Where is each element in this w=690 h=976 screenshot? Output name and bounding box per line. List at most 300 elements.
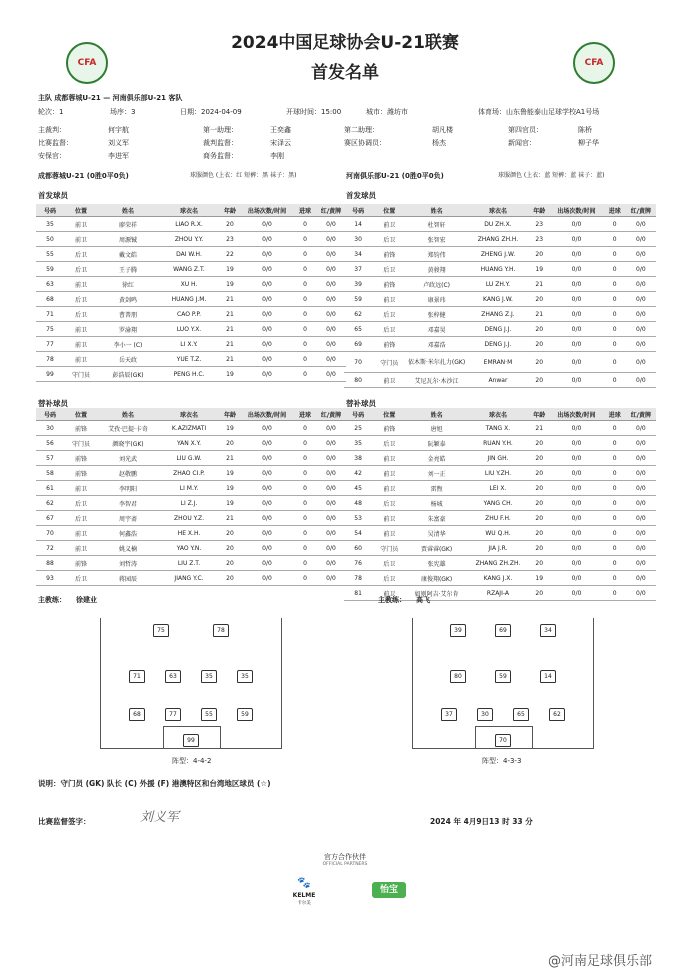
player-cell: ZHOU Y.Y. (158, 232, 220, 247)
official-role-label: 主裁判： (38, 126, 66, 134)
player-row (344, 556, 656, 571)
player-cell: 0/0 (316, 436, 346, 451)
player-cell: 57 (36, 451, 64, 466)
player-cell: 0/0 (240, 466, 294, 481)
player-cell: DAI W.H. (158, 247, 220, 262)
player-cell: 0/0 (549, 481, 603, 496)
player-cell: 48 (344, 496, 372, 511)
player-cell: 前卫 (372, 466, 406, 481)
player-cell: 0 (294, 571, 316, 586)
player-cell: 郑钧伟 (406, 247, 466, 262)
player-row (36, 526, 346, 541)
player-cell: 0/0 (549, 262, 603, 277)
player-cell: 50 (36, 232, 64, 247)
official-role-label: 赛区协调员： (344, 139, 386, 147)
player-cell: 0 (294, 526, 316, 541)
player-row (344, 451, 656, 466)
player-cell: 0/0 (316, 511, 346, 526)
player-row (36, 571, 346, 586)
player-cell: 后卫 (64, 307, 98, 322)
player-cell: 19 (529, 571, 549, 586)
official-name: 李进军 (108, 152, 129, 160)
player-cell: 65 (344, 322, 372, 337)
player-cell: HUANG J.M. (158, 292, 220, 307)
home-formation-pitch (100, 618, 282, 749)
player-cell: 后卫 (372, 322, 406, 337)
player-cell: 20 (529, 373, 549, 388)
away-kit: 球服颜色 (上衣：蓝 短裤：蓝 袜子：蓝) (498, 172, 605, 179)
player-row (36, 322, 346, 337)
player-cell: CAO P.P. (158, 307, 220, 322)
player-cell: 20 (529, 586, 549, 601)
player-cell: DENG J.J. (467, 322, 529, 337)
player-cell: 0 (294, 481, 316, 496)
away-team-name: 河南俱乐部U-21 (0胜0平0负) (346, 172, 444, 180)
player-cell: 吴清华 (406, 526, 466, 541)
player-cell: 35 (344, 436, 372, 451)
city: 城市：潍坊市 (366, 108, 408, 116)
player-cell: 0 (294, 352, 316, 367)
player-cell: 0/0 (240, 337, 294, 352)
player-cell: 刘哲涛 (98, 556, 158, 571)
player-cell: 0/0 (549, 436, 603, 451)
player-cell: 20 (529, 481, 549, 496)
away-formation: 阵型：4-3-3 (482, 757, 522, 765)
player-cell: 0 (604, 307, 626, 322)
player-cell: 何鑫浩 (98, 526, 158, 541)
player-cell: 颜晓宇(GK) (98, 436, 158, 451)
player-cell: 80 (344, 373, 372, 388)
player-cell: 李小一 (C) (98, 337, 158, 352)
player-cell: 前卫 (64, 352, 98, 367)
player-cell: 75 (36, 322, 64, 337)
official-name: 何宇航 (108, 126, 129, 134)
player-cell: 0 (604, 511, 626, 526)
official-name: 刘义军 (108, 139, 129, 147)
player-cell: RUAN Y.H. (467, 436, 529, 451)
player-cell: 后卫 (372, 307, 406, 322)
player-cell: 0/0 (240, 541, 294, 556)
player-cell: 0 (604, 337, 626, 352)
player-cell: 后卫 (372, 436, 406, 451)
player-cell: 0/0 (626, 481, 656, 496)
away-formation-pitch (412, 618, 594, 749)
column-header: 号码 (36, 408, 64, 421)
column-header: 号码 (344, 204, 372, 217)
player-cell: 0/0 (626, 586, 656, 601)
player-cell: 0/0 (549, 451, 603, 466)
player-cell: 0/0 (626, 541, 656, 556)
player-cell: RZAJI-A (467, 586, 529, 601)
player-cell: 0/0 (316, 571, 346, 586)
player-row (344, 421, 656, 436)
official-name: 李刚 (270, 152, 284, 160)
player-shirt-icon: 35 (237, 670, 253, 683)
player-cell: 康俊翔(GK) (406, 571, 466, 586)
player-cell: 23 (529, 217, 549, 232)
player-row (344, 541, 656, 556)
player-cell: 0 (604, 481, 626, 496)
column-header: 号码 (344, 408, 372, 421)
player-cell: 前锋 (372, 277, 406, 292)
player-row (36, 337, 346, 352)
player-shirt-icon: 71 (129, 670, 145, 683)
player-cell: 0 (294, 556, 316, 571)
player-cell: 0/0 (316, 292, 346, 307)
player-cell: EMRAN·M (467, 352, 529, 373)
player-cell: 0/0 (549, 307, 603, 322)
player-row (344, 307, 656, 322)
official-role-label: 第二助理： (344, 126, 379, 134)
player-cell: 邓嘉浩 (406, 337, 466, 352)
official-name: 柳子华 (578, 139, 599, 147)
player-cell: 0 (294, 367, 316, 382)
player-cell: 0/0 (626, 451, 656, 466)
player-cell: 20 (220, 556, 240, 571)
player-cell: 23 (529, 232, 549, 247)
player-cell: 53 (344, 511, 372, 526)
player-cell: WU Q.H. (467, 526, 529, 541)
player-cell: 0 (604, 352, 626, 373)
player-cell: 前卫 (64, 481, 98, 496)
player-row (344, 511, 656, 526)
player-cell: YAO Y.N. (158, 541, 220, 556)
home-coach: 徐建业 (76, 596, 97, 604)
player-cell: JIN GH. (467, 451, 529, 466)
column-header: 进球 (604, 204, 626, 217)
player-cell: 20 (220, 436, 240, 451)
column-header: 红/黄牌 (626, 204, 656, 217)
player-cell: 0/0 (316, 232, 346, 247)
player-cell: 0/0 (549, 217, 603, 232)
player-cell: 19 (220, 277, 240, 292)
player-cell: 0 (604, 496, 626, 511)
player-cell: 21 (220, 292, 240, 307)
player-cell: 19 (220, 367, 240, 382)
column-header: 球衣名 (467, 204, 529, 217)
player-cell: 0/0 (316, 526, 346, 541)
player-row (344, 526, 656, 541)
player-cell: 37 (344, 262, 372, 277)
player-cell: 0/0 (626, 307, 656, 322)
player-cell: 0 (604, 436, 626, 451)
player-row (36, 232, 346, 247)
weibo-watermark: @河南足球俱乐部 (548, 954, 653, 969)
column-header: 球衣名 (158, 408, 220, 421)
player-row (36, 247, 346, 262)
official-name: 陈桥 (578, 126, 592, 134)
column-header: 出场次数/时间 (240, 408, 294, 421)
player-cell: 蒋园辰 (98, 571, 158, 586)
kelme-logo-sub: 卡尔美 (297, 901, 311, 906)
column-header: 位置 (64, 408, 98, 421)
player-cell: 彭浩辰(GK) (98, 367, 158, 382)
player-cell: 0 (294, 466, 316, 481)
player-shirt-icon: 37 (441, 708, 457, 721)
player-cell: 55 (36, 247, 64, 262)
teams-line: 主队 成都蓉城U-21 — 河南俱乐部U-21 客队 (38, 94, 183, 102)
player-cell: 王子腾 (98, 262, 158, 277)
page-title: 2024中国足球协会U-21联赛 (231, 33, 459, 53)
player-cell: 0/0 (240, 307, 294, 322)
player-cell: 后卫 (64, 262, 98, 277)
column-header: 位置 (372, 408, 406, 421)
player-cell: 14 (344, 217, 372, 232)
player-cell: 21 (529, 421, 549, 436)
away-coach: 高飞 (416, 596, 430, 604)
player-cell: 0 (604, 277, 626, 292)
player-row (36, 556, 346, 571)
player-cell: 99 (36, 367, 64, 382)
player-cell: 0/0 (626, 337, 656, 352)
player-cell: LI X.Y. (158, 337, 220, 352)
player-cell: 0/0 (549, 496, 603, 511)
home-coach-label: 主教练： (38, 596, 66, 604)
player-cell: 63 (36, 277, 64, 292)
player-cell: 守门员 (372, 541, 406, 556)
player-cell: LIAO R.X. (158, 217, 220, 232)
player-cell: 19 (220, 496, 240, 511)
player-cell: 张智宏 (406, 232, 466, 247)
player-cell: LIU Y.ZH. (467, 466, 529, 481)
player-shirt-icon: 70 (495, 734, 511, 747)
official-role-label: 裁判监督： (203, 139, 238, 147)
player-cell: 0 (604, 586, 626, 601)
kelme-logo-text: KELME (292, 892, 316, 899)
player-cell: 0 (294, 541, 316, 556)
player-cell: 42 (344, 466, 372, 481)
player-cell: 刘光武 (98, 451, 158, 466)
player-cell: 0/0 (626, 466, 656, 481)
home-formation: 阵型：4-4-2 (172, 757, 212, 765)
player-cell: Anwar (467, 373, 529, 388)
player-row (36, 277, 346, 292)
player-row (344, 337, 656, 352)
column-header: 球衣名 (467, 408, 529, 421)
player-cell: 88 (36, 556, 64, 571)
player-cell: 61 (36, 481, 64, 496)
player-row (344, 466, 656, 481)
official-name: 宋泽云 (270, 139, 291, 147)
player-cell: 0/0 (316, 217, 346, 232)
player-cell: 70 (36, 526, 64, 541)
player-cell: 56 (36, 436, 64, 451)
player-row (344, 322, 656, 337)
player-row (36, 292, 346, 307)
player-cell: LIU Z.T. (158, 556, 220, 571)
player-shirt-icon: 34 (540, 624, 556, 637)
partner-label: 官方合作伙伴 (324, 853, 366, 861)
player-cell: ZHOU Y.Z. (158, 511, 220, 526)
player-cell: 后卫 (372, 556, 406, 571)
player-cell: 刘一正 (406, 466, 466, 481)
player-cell: 0/0 (240, 421, 294, 436)
player-cell: 邓嘉昊 (406, 322, 466, 337)
player-cell: 卢政远(C) (406, 277, 466, 292)
player-cell: 前卫 (64, 337, 98, 352)
legend-note: 说明：守门员 (GK) 队长 (C) 外援 (F) 港澳特区和台湾地区球员 (☆) (38, 779, 271, 788)
away-subs-table (344, 408, 656, 601)
player-cell: 68 (36, 292, 64, 307)
yibao-logo: 怡宝 (372, 882, 406, 898)
player-shirt-icon: 30 (477, 708, 493, 721)
player-cell: 0 (604, 421, 626, 436)
supervisor-label: 比赛监督签字： (38, 817, 91, 826)
player-cell: 0/0 (626, 292, 656, 307)
player-cell: KANG J.W. (467, 292, 529, 307)
player-cell: 0/0 (626, 373, 656, 388)
player-cell: 曹普朋 (98, 307, 158, 322)
player-cell: 前卫 (64, 217, 98, 232)
player-cell: 78 (344, 571, 372, 586)
player-cell: 19 (220, 481, 240, 496)
player-cell: 0/0 (549, 337, 603, 352)
column-header: 进球 (294, 204, 316, 217)
player-cell: 0/0 (316, 322, 346, 337)
player-cell: 0 (294, 451, 316, 466)
player-shirt-icon: 99 (183, 734, 199, 747)
player-row (36, 436, 346, 451)
player-cell: 后卫 (64, 571, 98, 586)
player-cell: 0/0 (549, 277, 603, 292)
player-cell: 0/0 (626, 511, 656, 526)
player-cell: 21 (220, 322, 240, 337)
player-cell: 0 (604, 247, 626, 262)
player-cell: HE X.H. (158, 526, 220, 541)
player-cell: 0 (604, 466, 626, 481)
official-role-label: 商务监督： (203, 152, 238, 160)
column-header: 出场次数/时间 (549, 408, 603, 421)
player-cell: 25 (344, 421, 372, 436)
player-cell: 0/0 (240, 322, 294, 337)
player-cell: ZHU F.H. (467, 511, 529, 526)
player-row (344, 373, 656, 388)
column-header: 球衣名 (158, 204, 220, 217)
player-cell: 62 (344, 307, 372, 322)
player-cell: 前卫 (64, 322, 98, 337)
player-cell: K.AZIZMATI (158, 421, 220, 436)
player-cell: 0/0 (240, 352, 294, 367)
player-cell: 前卫 (64, 277, 98, 292)
player-cell: 后卫 (64, 511, 98, 526)
player-cell: 21 (220, 511, 240, 526)
player-cell: 30 (36, 421, 64, 436)
player-row (36, 466, 346, 481)
player-row (344, 262, 656, 277)
player-shirt-icon: 78 (213, 624, 229, 637)
player-row (36, 217, 346, 232)
player-cell: 0/0 (316, 466, 346, 481)
player-cell: 0 (604, 217, 626, 232)
player-cell: 0/0 (240, 292, 294, 307)
player-cell: 前锋 (64, 556, 98, 571)
player-cell: 后卫 (372, 496, 406, 511)
player-row (36, 511, 346, 526)
player-cell: 守门员 (64, 436, 98, 451)
player-cell: 20 (529, 247, 549, 262)
column-header: 红/黄牌 (316, 408, 346, 421)
player-cell: 20 (220, 541, 240, 556)
column-header: 年龄 (220, 408, 240, 421)
column-header: 出场次数/时间 (240, 204, 294, 217)
player-cell: 0 (294, 307, 316, 322)
player-cell: YAN X.Y. (158, 436, 220, 451)
player-cell: JIANG Y.C. (158, 571, 220, 586)
player-cell: 71 (36, 307, 64, 322)
player-cell: 0/0 (626, 436, 656, 451)
player-cell: 0/0 (316, 496, 346, 511)
player-cell: 58 (36, 466, 64, 481)
official-role-label: 第四官员： (508, 126, 543, 134)
player-cell: 0 (294, 496, 316, 511)
player-cell: 0/0 (549, 556, 603, 571)
player-cell: 后卫 (372, 262, 406, 277)
round: 轮次：1 (38, 108, 64, 116)
player-cell: 周宇斋 (98, 511, 158, 526)
player-cell: YANG CH. (467, 496, 529, 511)
official-name: 杨杰 (432, 139, 446, 147)
player-cell: 0/0 (626, 421, 656, 436)
player-cell: 39 (344, 277, 372, 292)
player-cell: 前卫 (64, 232, 98, 247)
player-cell: 20 (529, 541, 549, 556)
player-cell: 20 (529, 466, 549, 481)
match-no: 场序：3 (110, 108, 136, 116)
player-cell: 前卫 (64, 541, 98, 556)
player-cell: 0/0 (549, 541, 603, 556)
player-cell: 0/0 (240, 511, 294, 526)
player-cell: 20 (529, 292, 549, 307)
page-subtitle: 首发名单 (311, 63, 379, 83)
player-cell: 0 (604, 571, 626, 586)
player-cell: 0/0 (240, 232, 294, 247)
player-cell: 后卫 (372, 232, 406, 247)
player-row (36, 421, 346, 436)
player-cell: LU ZH.Y. (467, 277, 529, 292)
player-cell: 22 (220, 247, 240, 262)
player-cell: XU H. (158, 277, 220, 292)
player-shirt-icon: 65 (513, 708, 529, 721)
player-cell: 0/0 (316, 451, 346, 466)
player-cell: 19 (529, 262, 549, 277)
player-cell: 前锋 (64, 466, 98, 481)
player-cell: 0 (294, 247, 316, 262)
player-cell: 0/0 (316, 262, 346, 277)
player-cell: 20 (220, 526, 240, 541)
player-cell: 76 (344, 556, 372, 571)
player-cell: 前锋 (372, 247, 406, 262)
player-cell: 后卫 (64, 496, 98, 511)
player-cell: 0 (294, 421, 316, 436)
column-header: 姓名 (406, 408, 466, 421)
player-cell: 0/0 (316, 307, 346, 322)
player-cell: 戴文皓 (98, 247, 158, 262)
player-cell: 0/0 (549, 511, 603, 526)
player-cell: 前卫 (372, 451, 406, 466)
player-cell: 0/0 (316, 337, 346, 352)
player-shirt-icon: 75 (153, 624, 169, 637)
player-cell: 艾尼瓦尔·木沙江 (406, 373, 466, 388)
player-cell: 78 (36, 352, 64, 367)
player-cell: 0/0 (549, 421, 603, 436)
column-header: 姓名 (406, 204, 466, 217)
player-cell: 0 (294, 217, 316, 232)
supervisor-signature: 刘义军 (140, 810, 180, 825)
player-cell: 0/0 (240, 436, 294, 451)
player-cell: 廖荣祥 (98, 217, 158, 232)
player-cell: 前卫 (372, 586, 406, 601)
player-cell: YUE T.Z. (158, 352, 220, 367)
